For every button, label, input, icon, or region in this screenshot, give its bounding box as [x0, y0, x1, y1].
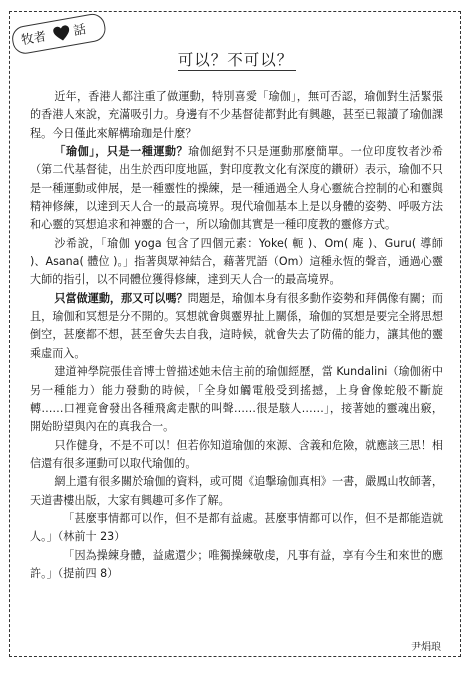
heart-icon — [52, 24, 73, 43]
paragraph-only-exercise — [30, 290, 443, 363]
paragraph-scripture-1: 「甚麼事情都可以作，但不是都有益處。甚麼事情都可以作，但不是都能造就人。」（林前十 23） — [30, 511, 443, 544]
paragraph-lead-heading: 只當做運動，那又可以嗎？ — [54, 291, 188, 305]
paragraph-yoga-not-just-exercise — [30, 143, 443, 235]
badge-text-right: 話 — [72, 21, 88, 39]
page-title: 可以？不可以？ — [177, 51, 294, 69]
paragraph-resources: 網上還有很多關於瑜伽的資料，或可閱《追擊瑜伽真相》一書，嚴鳳山牧師著，天道書樓出版，大家有興趣可多作了解。 — [30, 475, 443, 507]
article-body — [30, 88, 443, 583]
paragraph-testimony: 建道神學院張佳音博士曾描述她未信主前的瑜伽經歷，當 Kundalini（瑜伽術中另一種能力）能力發動的時候，「全身如觸電般受到搖撼，上身會像蛇般不斷旋轉……口裡竟會發出各種飛禽走獸的叫聲……很是駭人……」，接著她的靈魂出竅，開始盼望與內在的真我合一。 — [30, 365, 443, 434]
paragraph-intro: 近年，香港人都注重了做運動，特別喜愛「瑜伽」，無可否認，瑜伽對生活緊張的香港人來說，充滿吸引力。身邊有不少基督徒都對此有興趣，甚至已報讀了瑜伽課程。今日僅此來解構瑜珈是什麼？ — [30, 90, 443, 140]
paragraph-advice: 只作健身，不是不可以！但若你知道瑜伽的來源、含義和危險，就應該三思！相信還有很多運動可以取代瑜伽的。 — [30, 438, 443, 470]
paragraph-sashi-elements: 沙希說，「瑜伽 yoga 包含了四個元素：Yoke( 軛 )、Om( 庵 )、Guru( 導師 )、Asana( 體位 )。」指著與眾神結合，藉著咒語（Om）這種永恆的聲音，通過心靈大師的指引，以不同體位獲得修練，達到天人合一的最高境界。 — [30, 236, 443, 287]
author-signature: 尹焆琅 — [411, 642, 441, 653]
badge-text-left: 牧者 — [19, 28, 48, 48]
paragraph-scripture-2: 「因為操練身體，益處還少；唯獨操練敬虔，凡事有益，享有今生和來世的應許。」（提前四 8） — [30, 548, 443, 580]
paragraph-text: 瑜伽絕對不只是運動那麼簡單。一位印度牧者沙希（第二代基督徒，出生於西印度地區，對印度教文化有深度的鑽研）表示，瑜伽不只是一種運動或伸展，是一種靈性的操練，是一種通過全人身心靈統合控制的心和靈與精神修練，以達到天人合一的最高境界。現代瑜伽基本上是以身體的姿勢、呼吸方法和心靈的冥想追求和神靈的合一，所以瑜伽其實是一種印度教的靈修方式。 — [30, 145, 443, 232]
paragraph-lead-heading: 「瑜伽」，只是一種運動？ — [54, 145, 189, 159]
title-underline — [178, 70, 296, 71]
paragraph-text: 問題是，瑜伽本身有很多動作姿勢和拜偶像有關；而且，瑜伽和冥想是分不開的。冥想就會與靈界扯上關係，瑜伽的冥想是要完全將思想倒空，甚麼都不想，甚至會失去自我，這時候，就會失去了防備的能力，讓其他的靈乘虛而入。 — [30, 291, 443, 360]
